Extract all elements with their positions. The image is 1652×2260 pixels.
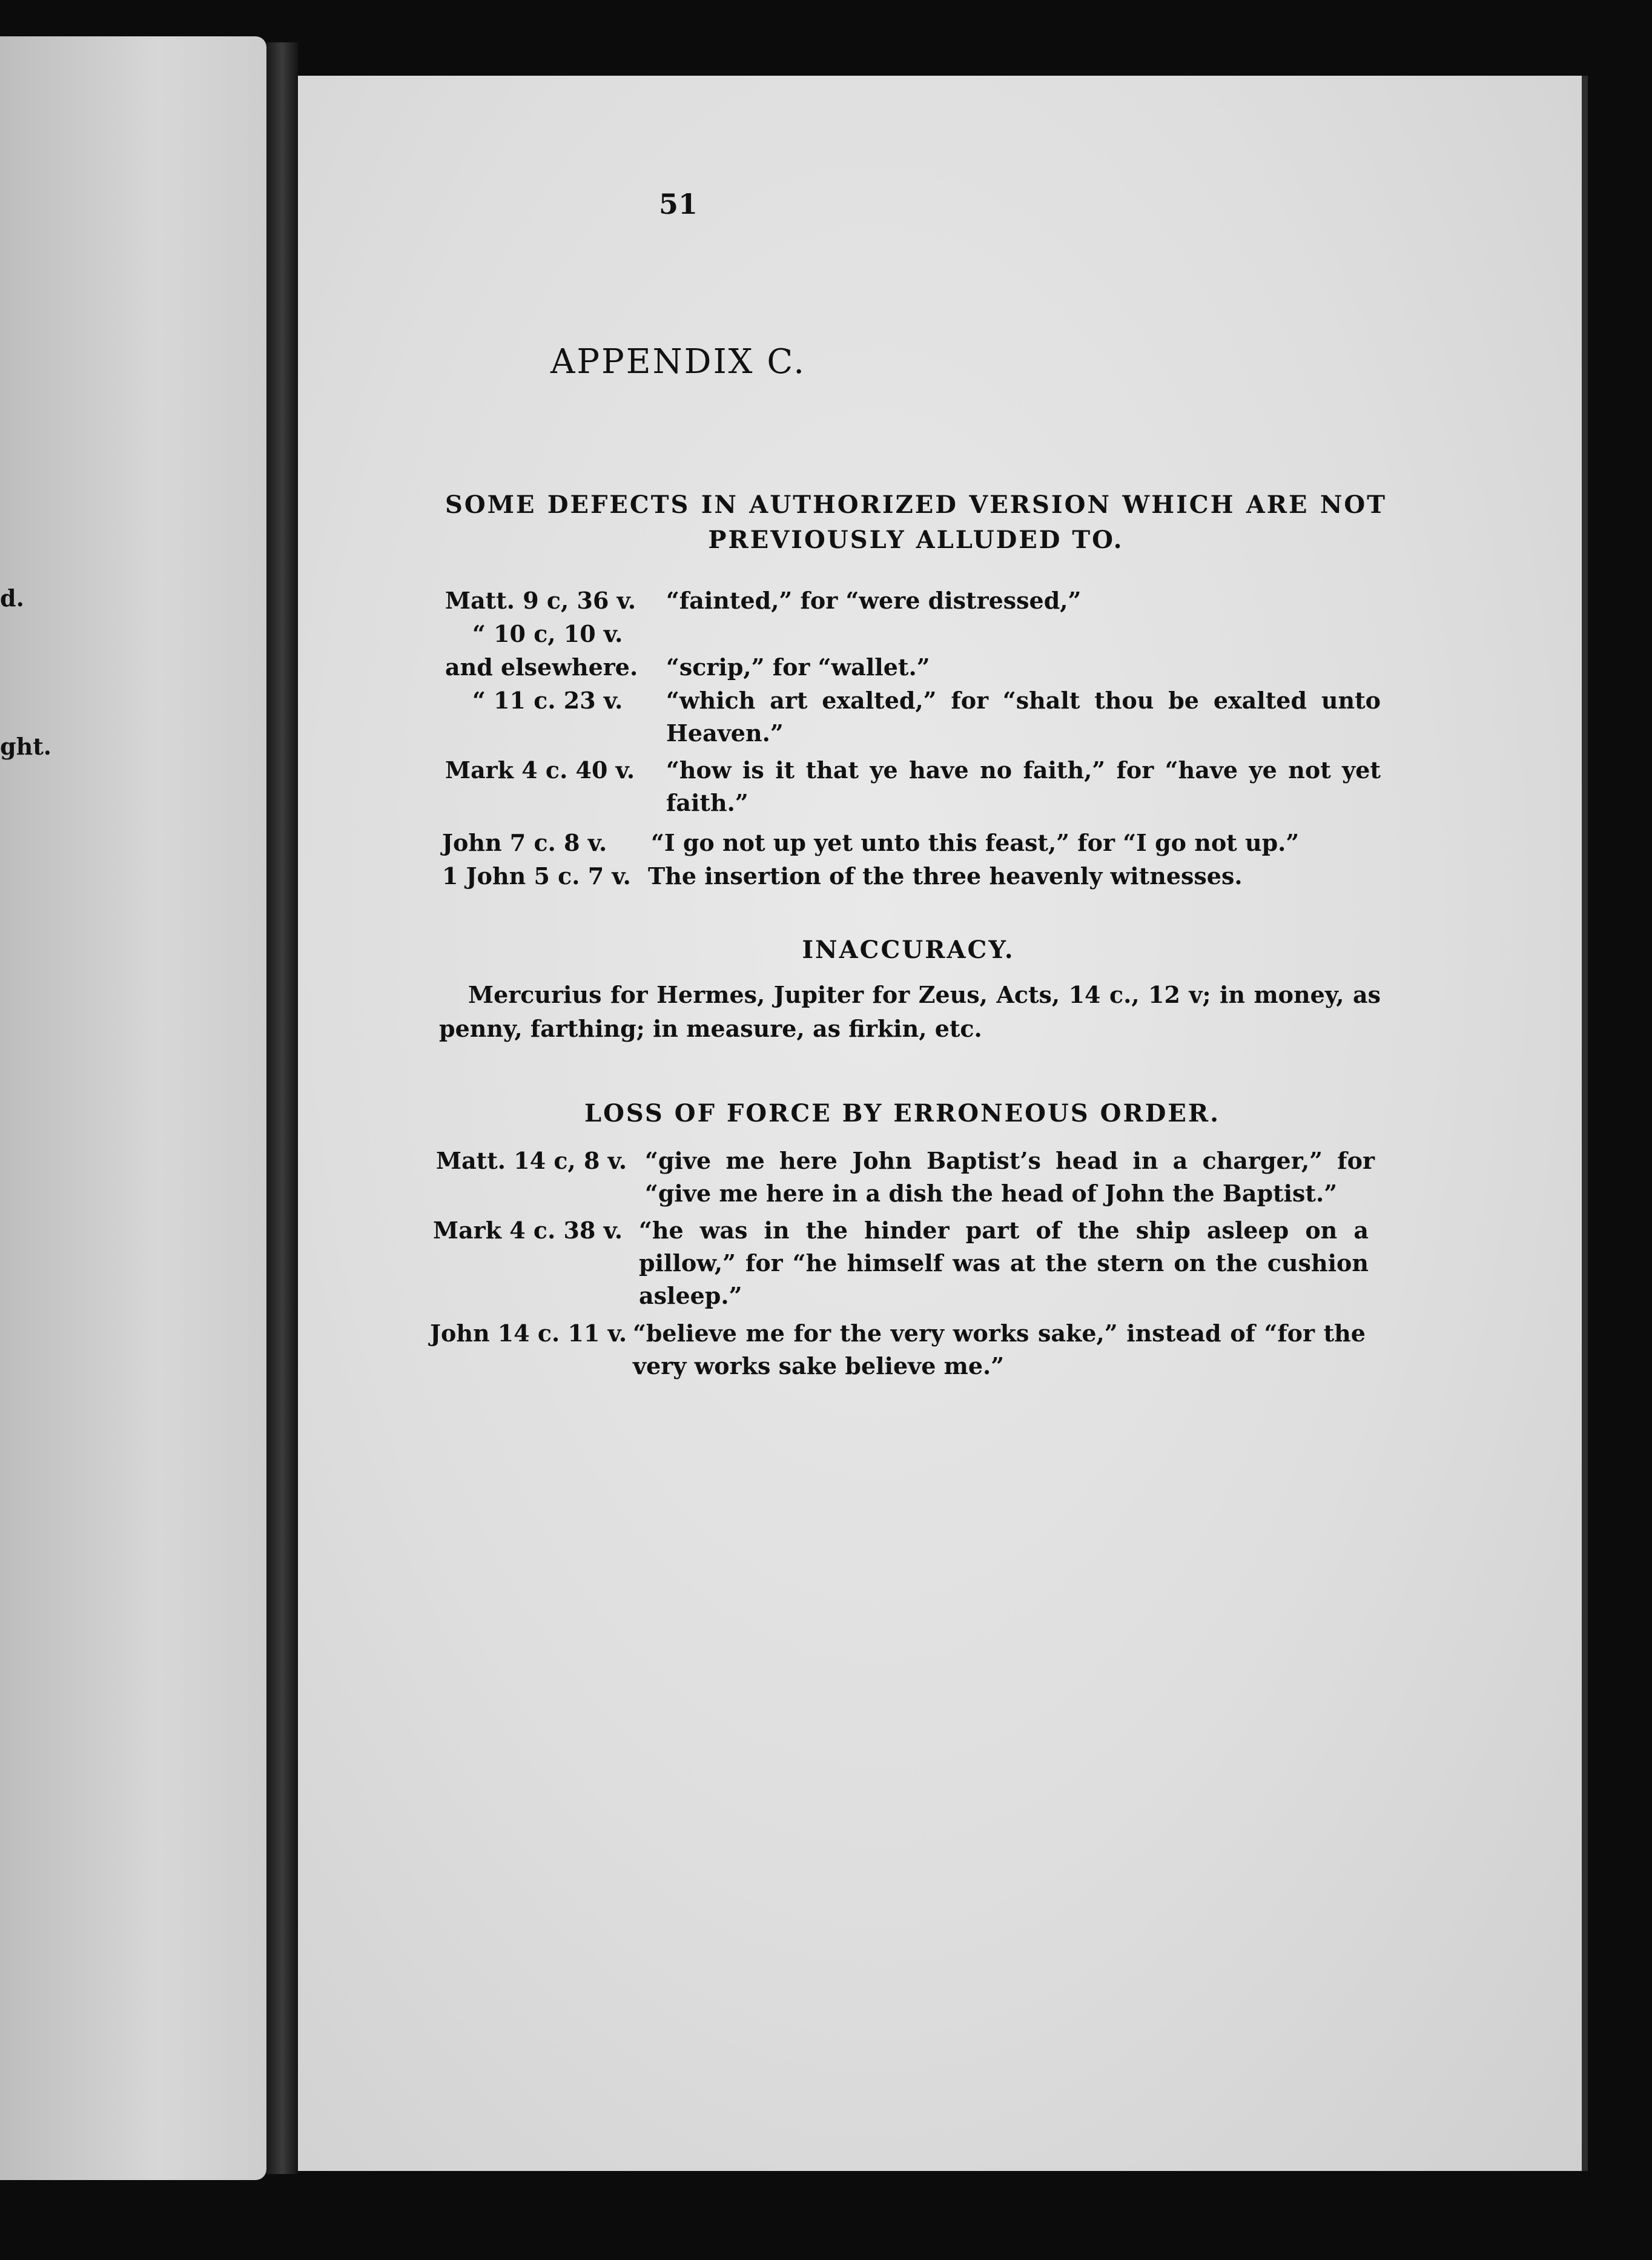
entry-text: The insertion of the three heavenly witnesses. [648,862,1243,890]
left-page-fragment: ght. [0,733,51,760]
entry [445,618,1384,651]
section-heading-loss-of-force: LOSS OF FORCE BY ERRONEOUS ORDER. [584,1099,1221,1128]
verse-reference: “ 10 c, 10 v. [472,620,623,647]
verse-reference: Matt. 14 c, 8 v. [436,1147,627,1174]
verse-reference: Matt. 9 c, 36 v. [445,587,636,614]
entry [442,860,1381,893]
entry-text: “he was in the hinder part of the ship asleep on a pillow,” for “he himself was at the stern on the cushion asleep.” [639,1217,1369,1309]
page-number: 51 [658,188,698,220]
section-heading-defects [445,487,1387,558]
entry-text: “scrip,” for “wallet.” [666,653,930,681]
entry [442,827,1381,860]
entry-text: “believe me for the very works sake,” instead of “for the very works sake believe me.” [633,1320,1366,1379]
verse-reference: “ 11 c. 23 v. [472,687,623,714]
entry [445,584,1384,618]
verse-reference: John 14 c. 11 v. [430,1320,627,1347]
heading-line: PREVIOUSLY ALLUDED TO. [708,526,1124,554]
heading-line: SOME DEFECTS IN AUTHORIZED VERSION WHICH ARE NOT [445,491,1387,519]
entry-text: “fainted,” for “were distressed,” [666,587,1082,614]
entry [430,1317,1372,1384]
entry-text: “how is it that ye have no faith,” for “have ye not yet faith.” [666,756,1381,816]
left-page [0,36,266,2180]
entry-text: “which art exalted,” for “shalt thou be exalted unto Heaven.” [666,687,1381,747]
appendix-title: APPENDIX C. [550,342,807,382]
entry [445,754,1384,821]
verse-reference: and elsewhere. [445,653,638,681]
entry [436,1145,1378,1211]
verse-reference: Mark 4 c. 40 v. [445,756,635,784]
entry [445,651,1384,684]
entry [445,684,1384,751]
left-page-fragment: d. [0,584,24,612]
section-heading-inaccuracy: INACCURACY. [802,936,1015,964]
verse-reference: John 7 c. 8 v. [442,829,607,856]
entry [433,1214,1375,1314]
entry-text: “give me here John Baptist’s head in a charger,” for “give me here in a dish the head of John the Baptist.” [645,1147,1375,1207]
verse-reference: Mark 4 c. 38 v. [433,1217,623,1244]
inaccuracy-paragraph: Mercurius for Hermes, Jupiter for Zeus, Acts, 14 c., 12 v; in money, as penny, farthing; in measure, as firkin, etc. [439,981,1381,1042]
entry-text: “I go not up yet unto this feast,” for “I go not up.” [651,829,1300,856]
book-gutter [266,42,298,2174]
verse-reference: 1 John 5 c. 7 v. [442,862,631,890]
